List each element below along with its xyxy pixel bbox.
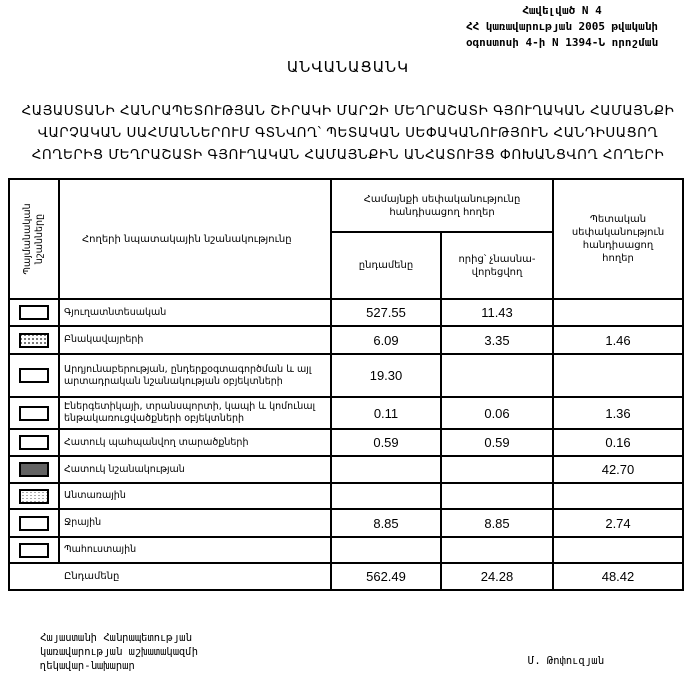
legend-swatch-cell [9,354,59,397]
subtitle-line-1: ՀԱՅԱՍՏԱՆԻ ՀԱՆՐԱՊԵՏՈՒԹՅԱՆ ՇԻՐԱԿԻ ՄԱՐԶԻ ՄԵՂՐԱՇԱՏԻ ԳՅՈՒՂԱԿԱՆ ՀԱՄԱՅՆՔԻ [21,103,675,119]
row-community-of-which [441,483,553,509]
row-label: Պահուստային [59,537,331,563]
legend-swatch-icon [19,462,49,477]
legend-swatch-icon [19,406,49,421]
footer-title-line-2: կառավարության աշխատակազմի [40,646,199,658]
row-community-total [331,456,441,483]
table-row [9,397,683,429]
annex-line-2: ՀՀ կառավարության 2005 թվականի [465,20,658,33]
row-label: Էներգետիկայի, տրանսպորտի, կապի և կոմունալ ենթակառուցվածքների օբյեկտների [59,397,331,429]
row-community-of-which: 0.59 [441,429,553,456]
table-row [9,326,683,354]
row-community-of-which [441,456,553,483]
legend-swatch-cell [9,326,59,354]
legend-swatch-icon [19,489,49,504]
annex-header [466,3,658,51]
document-subtitle [0,100,696,166]
table-row [9,456,683,483]
table-row [9,299,683,326]
footer-signatory-name: Մ. Թոփուզյան [528,655,604,667]
subtitle-line-3: ՀՈՂԵՐԻՑ ՄԵՂՐԱՇԱՏԻ ԳՅՈՒՂԱԿԱՆ ՀԱՄԱՅՆՔԻՆ ԱՆՀԱՏՈՒՅՑ ՓՈԽԱՆՑՎՈՂ ՀՈՂԵՐԻ [31,147,665,163]
legend-swatch-cell [9,537,59,563]
header-community-privatized: որից՝ չնասնա- վորեցվող [441,232,553,299]
totals-community-of-which: 24.28 [441,563,553,590]
row-community-of-which: 0.06 [441,397,553,429]
row-community-total: 0.11 [331,397,441,429]
table-row [9,537,683,563]
row-state [553,354,683,397]
legend-swatch-icon [19,516,49,531]
row-state: 2.74 [553,509,683,537]
row-label: Բնակավայրերի [59,326,331,354]
legend-swatch-cell [9,429,59,456]
legend-swatch-icon [19,368,49,383]
legend-swatch-cell [9,397,59,429]
row-community-total: 0.59 [331,429,441,456]
row-state [553,299,683,326]
row-state: 1.46 [553,326,683,354]
header-community-total: ընդամենը [331,232,441,299]
footer-title-line-1: Հայաստանի Հանրապետության [40,632,192,644]
annex-line-3: օգոստոսի 4-ի N 1394-Ն որոշման [465,36,658,49]
row-state: 42.70 [553,456,683,483]
totals-row [9,563,683,590]
document-title: ԱՆՎԱՆԱՑԱՆԿ [286,58,410,76]
row-label: Հատուկ նշանակության [59,456,331,483]
totals-community-total: 562.49 [331,563,441,590]
legend-swatch-cell [9,299,59,326]
annex-line-1: Հավելված N 4 [522,4,602,17]
row-community-of-which [441,537,553,563]
row-community-of-which [441,354,553,397]
row-label: Գյուղատնտեսական [59,299,331,326]
subtitle-line-2: ՎԱՐՉԱԿԱՆ ՍԱՀՄԱՆՆԵՐՈՒՄ ԳՏՆՎՈՂ՝ ՊԵՏԱԿԱՆ ՍԵՓԱԿԱՆՈՒԹՅՈՒՆ ՀԱՆԴԻՍԱՑՈՂ [37,125,659,141]
row-community-total: 6.09 [331,326,441,354]
legend-swatch-cell [9,483,59,509]
header-state: Պետական սեփականություն հանդիսացող հողեր [553,179,683,299]
row-state: 0.16 [553,429,683,456]
row-label: Հատուկ պահպանվող տարածքների [59,429,331,456]
table-row [9,354,683,397]
header-purpose: Հողերի նպատակային նշանակությունը [59,179,331,299]
row-label: Արդյունաբերության, ընդերքօգտագործման և այլ արտադրական նշանակության օբյեկտների [59,354,331,397]
legend-swatch-icon [19,435,49,450]
row-label: Անտառային [59,483,331,509]
totals-state: 48.42 [553,563,683,590]
row-community-total: 8.85 [331,509,441,537]
row-community-of-which: 3.35 [441,326,553,354]
footer-signatory-title [40,631,198,673]
header-community-group: Համայնքի սեփականությունը հանդիսացող հողեր [331,179,553,232]
legend-swatch-cell [9,456,59,483]
totals-label: Ընդամենը [9,563,331,590]
row-community-of-which: 11.43 [441,299,553,326]
legend-swatch-icon [19,305,49,320]
header-legend-label: Պայմանական նշանները [22,203,45,275]
row-community-total [331,537,441,563]
legend-swatch-icon [19,333,49,348]
table-row [9,509,683,537]
table-row [9,429,683,456]
row-community-total [331,483,441,509]
table-row [9,483,683,509]
legend-swatch-icon [19,543,49,558]
row-community-total: 527.55 [331,299,441,326]
row-community-of-which: 8.85 [441,509,553,537]
legend-swatch-cell [9,509,59,537]
row-community-total: 19.30 [331,354,441,397]
land-table [8,178,684,591]
row-state [553,537,683,563]
footer-title-line-3: ղեկավար-նախարար [40,660,135,672]
header-legend [9,179,59,299]
row-state: 1.36 [553,397,683,429]
row-state [553,483,683,509]
row-label: Ջրային [59,509,331,537]
